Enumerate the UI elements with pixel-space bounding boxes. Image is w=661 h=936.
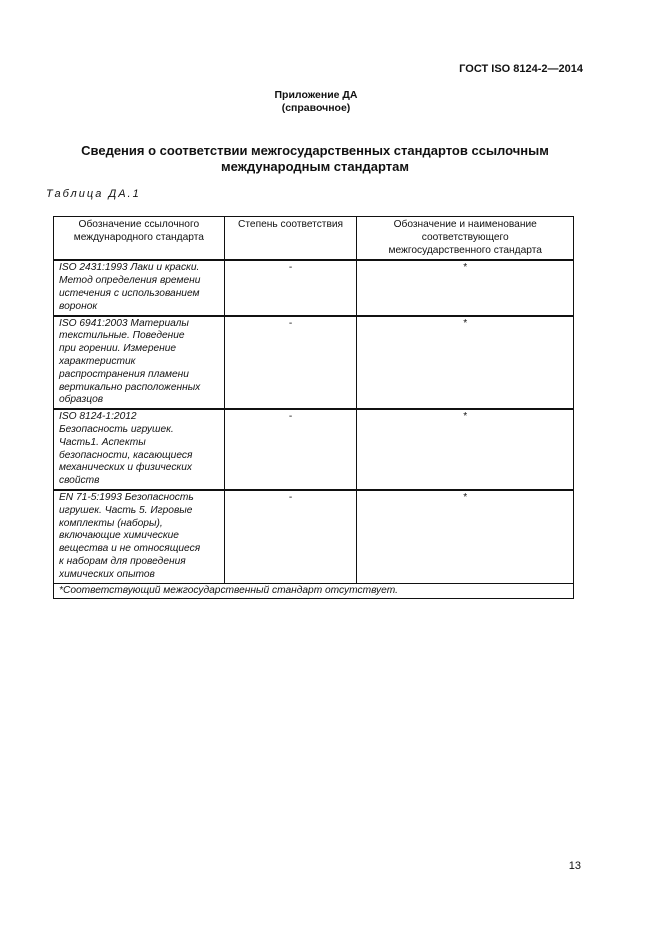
equivalent-cell: * — [357, 260, 574, 315]
cell-line: безопасности, касающиеся — [59, 449, 193, 461]
cell-line: ISO 6941:2003 Материалы — [59, 317, 189, 329]
cell-line: распространения пламени — [59, 368, 189, 380]
header-line: Обозначение и наименование — [393, 219, 537, 230]
degree-cell: - — [224, 316, 357, 410]
cell-line: включающие химические — [59, 530, 179, 542]
page-title-line-2: международным стандартам — [221, 159, 409, 174]
cell-line: EN 71-5:1993 Безопасность — [59, 491, 194, 503]
degree-cell: - — [224, 490, 357, 583]
appendix-name: Приложение ДА — [274, 89, 358, 101]
reference-cell — [54, 260, 225, 315]
cell-line: характеристик — [59, 355, 136, 367]
page-title — [40, 143, 590, 175]
header-interstate-standard — [357, 217, 574, 261]
header-degree — [224, 217, 357, 261]
cell-line: вертикально расположенных — [59, 381, 201, 393]
cell-line: к наборам для проведения — [59, 555, 186, 567]
cell-line: комплекты (наборы), — [59, 517, 163, 529]
header-line: Обозначение ссылочного — [78, 219, 200, 230]
table-caption: Таблица ДА.1 — [46, 188, 141, 200]
standard-designation: ГОСТ ISO 8124-2—2014 — [459, 63, 583, 75]
cell-line: истечения с использованием — [59, 287, 200, 299]
cell-line: Метод определения времени — [59, 275, 201, 287]
header-line: межгосударственного стандарта — [388, 244, 542, 256]
reference-cell — [54, 316, 225, 410]
cell-line: игрушек. Часть 5. Игровые — [59, 504, 193, 516]
correspondence-table — [53, 216, 574, 599]
cell-line: воронок — [59, 300, 98, 312]
table-row — [54, 490, 574, 583]
cell-line: вещества и не относящиеся — [59, 543, 201, 555]
equivalent-cell: * — [357, 316, 574, 410]
cell-line: Безопасность игрушек. — [59, 423, 174, 435]
degree-cell: - — [224, 409, 357, 490]
cell-line: механических и физических — [59, 462, 192, 474]
page-number: 13 — [568, 860, 581, 872]
equivalent-cell: * — [357, 409, 574, 490]
reference-cell — [54, 409, 225, 490]
cell-line: химических опытов — [59, 568, 155, 580]
cell-line: свойств — [59, 475, 100, 487]
cell-line: образцов — [59, 394, 104, 406]
table-row — [54, 260, 574, 315]
cell-line: ISO 8124-1:2012 — [59, 411, 137, 423]
cell-line: при горении. Измерение — [59, 343, 177, 355]
reference-cell — [54, 490, 225, 583]
table-row — [54, 316, 574, 410]
header-line: соответствующего — [421, 231, 509, 243]
header-reference-standard — [54, 217, 225, 261]
table-row — [54, 409, 574, 490]
degree-cell: - — [224, 260, 357, 315]
cell-line: ISO 2431:1993 Лаки и краски. — [59, 262, 200, 274]
table-footnote: *Соответствующий межгосударственный стандарт отсутствует. — [54, 583, 574, 599]
appendix-heading — [0, 89, 632, 115]
table-footnote-row — [54, 583, 574, 599]
header-line: международного стандарта — [73, 231, 204, 243]
header-line: Степень соответствия — [238, 219, 344, 230]
page-title-line-1: Сведения о соответствии межгосударственных стандартов ссылочным — [81, 143, 549, 158]
cell-line: текстильные. Поведение — [59, 330, 185, 342]
cell-line: Часть1. Аспекты — [59, 436, 146, 448]
table-header-row — [54, 217, 574, 261]
equivalent-cell: * — [357, 490, 574, 583]
appendix-note: (справочное) — [281, 102, 351, 114]
